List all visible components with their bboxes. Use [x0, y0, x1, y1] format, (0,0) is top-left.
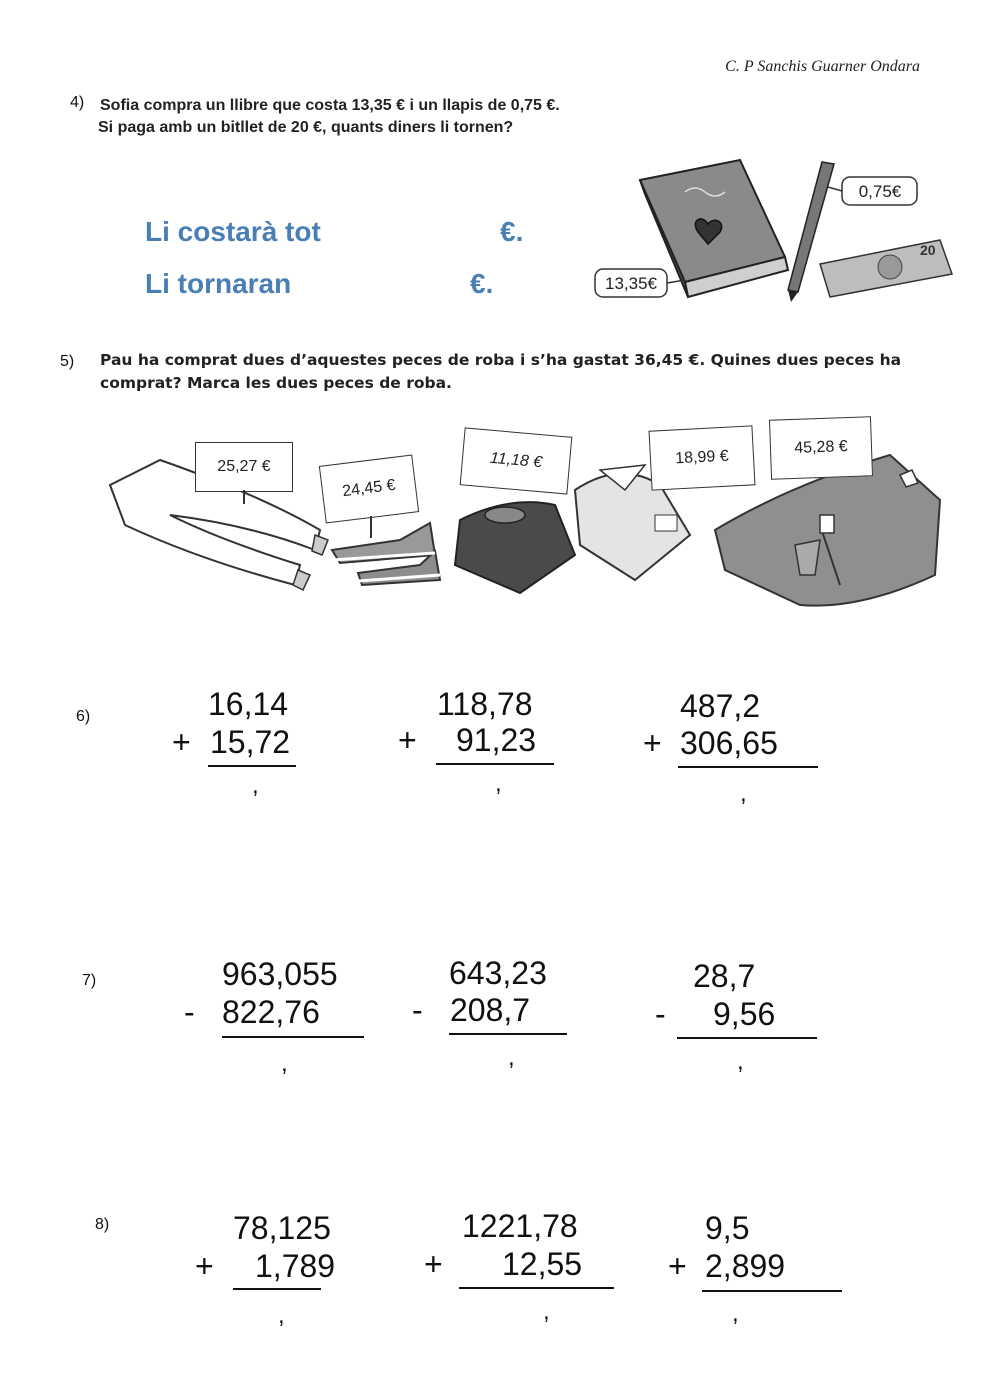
q7-p2-comma: , — [508, 1044, 515, 1071]
question-5-line2: comprat? Marca les dues peces de roba. — [100, 374, 452, 392]
price-tag-sneakers — [319, 454, 419, 523]
q7-p2-op: - — [412, 992, 423, 1028]
question-4-number: 4) — [70, 94, 85, 111]
price-tag-shirt — [649, 425, 756, 490]
answer-change-label: Li tornaran — [145, 268, 292, 299]
question-4-line2: Si paga amb un bitllet de 20 €, quants diners li tornen? — [98, 119, 514, 136]
school-name: C. P Sanchis Guarner Ondara — [725, 58, 920, 75]
price-tag-sweater — [460, 427, 573, 494]
q8-p1-comma: , — [278, 1302, 285, 1329]
book-pencil-money-illustration — [590, 152, 955, 304]
q8-p1-bottom: 1,789 — [255, 1248, 336, 1284]
q7-p2-top: 643,23 — [449, 955, 547, 991]
price-shirt: 18,99 € — [674, 447, 730, 468]
sneakers-icon — [332, 523, 440, 585]
q6-p1-top: 16,14 — [208, 686, 289, 722]
q7-p1-top: 963,055 — [222, 956, 338, 992]
answer-change-unit: €. — [470, 268, 494, 299]
q8-p2-bottom: 12,55 — [502, 1246, 583, 1282]
q8-p2-line — [459, 1287, 614, 1289]
tag-string — [243, 490, 245, 504]
q7-p2-line — [449, 1033, 567, 1035]
answer-total-unit: €. — [500, 216, 524, 247]
q7-p3-line — [677, 1037, 817, 1039]
q6-p1-comma: , — [252, 772, 259, 799]
q8-p3-top: 9,5 — [705, 1210, 750, 1246]
q6-p2-bottom: 91,23 — [456, 722, 537, 758]
q6-p1-op: + — [172, 724, 191, 760]
q8-p1-top: 78,125 — [233, 1210, 331, 1246]
question-7-number: 7) — [82, 972, 97, 989]
q7-p1-line — [222, 1036, 364, 1038]
q6-p2-line — [436, 763, 554, 765]
question-5-number: 5) — [60, 353, 75, 370]
q8-p1-line — [233, 1288, 321, 1290]
price-jacket: 45,28 € — [793, 438, 848, 457]
q7-p1-op: - — [184, 994, 195, 1030]
banknote-icon — [820, 240, 952, 297]
book-price: 13,35€ — [605, 274, 657, 293]
q6-p3-bottom: 306,65 — [680, 725, 778, 761]
question-8-number: 8) — [95, 1216, 110, 1233]
q8-p3-op: + — [668, 1248, 687, 1284]
q6-p3-comma: , — [740, 780, 747, 807]
price-tag-jacket — [769, 416, 873, 480]
q8-p2-op: + — [424, 1246, 443, 1282]
pencil-price-tag — [828, 177, 917, 205]
q8-p2-top: 1221,78 — [462, 1208, 578, 1244]
q7-p3-bottom: 9,56 — [713, 996, 776, 1032]
q7-p1-bottom: 822,76 — [222, 994, 320, 1030]
q6-p3-line — [678, 766, 818, 768]
svg-text:20: 20 — [920, 242, 936, 258]
q6-p3-op: + — [643, 725, 662, 761]
q8-p2-comma: , — [543, 1298, 550, 1325]
q6-p1-bottom: 15,72 — [210, 724, 291, 760]
book-price-tag — [595, 269, 685, 297]
q7-p3-comma: , — [737, 1048, 744, 1075]
q8-p1-op: + — [195, 1248, 214, 1284]
q7-p1-comma: , — [281, 1050, 288, 1077]
answer-total-label: Li costarà tot — [145, 216, 321, 247]
price-sneakers: 24,45 € — [341, 476, 397, 501]
price-sweater: 11,18 € — [489, 449, 543, 472]
sweater-icon — [455, 502, 575, 593]
q8-p3-comma: , — [732, 1300, 739, 1327]
q6-p3-top: 487,2 — [680, 688, 761, 724]
q8-p3-line — [702, 1290, 842, 1292]
q8-p3-bottom: 2,899 — [705, 1248, 786, 1284]
q7-p3-top: 28,7 — [693, 958, 756, 994]
q7-p3-op: - — [655, 996, 666, 1032]
q6-p2-top: 118,78 — [437, 686, 533, 722]
q6-p2-comma: , — [495, 770, 502, 797]
pencil-price: 0,75€ — [858, 182, 902, 201]
tag-stick — [370, 516, 372, 538]
question-4-line1: Sofia compra un llibre que costa 13,35 € i un llapis de 0,75 €. — [100, 97, 560, 114]
q6-p2-op: + — [398, 722, 417, 758]
q6-p1-line — [208, 765, 296, 767]
question-5-line1: Pau ha comprat dues d’aquestes peces de roba i s’ha gastat 36,45 €. Quines dues peces ha — [100, 351, 902, 369]
price-tag-trousers — [195, 442, 293, 492]
question-6-number: 6) — [76, 708, 91, 725]
price-trousers: 25,27 € — [217, 458, 271, 475]
q7-p2-bottom: 208,7 — [450, 992, 531, 1028]
